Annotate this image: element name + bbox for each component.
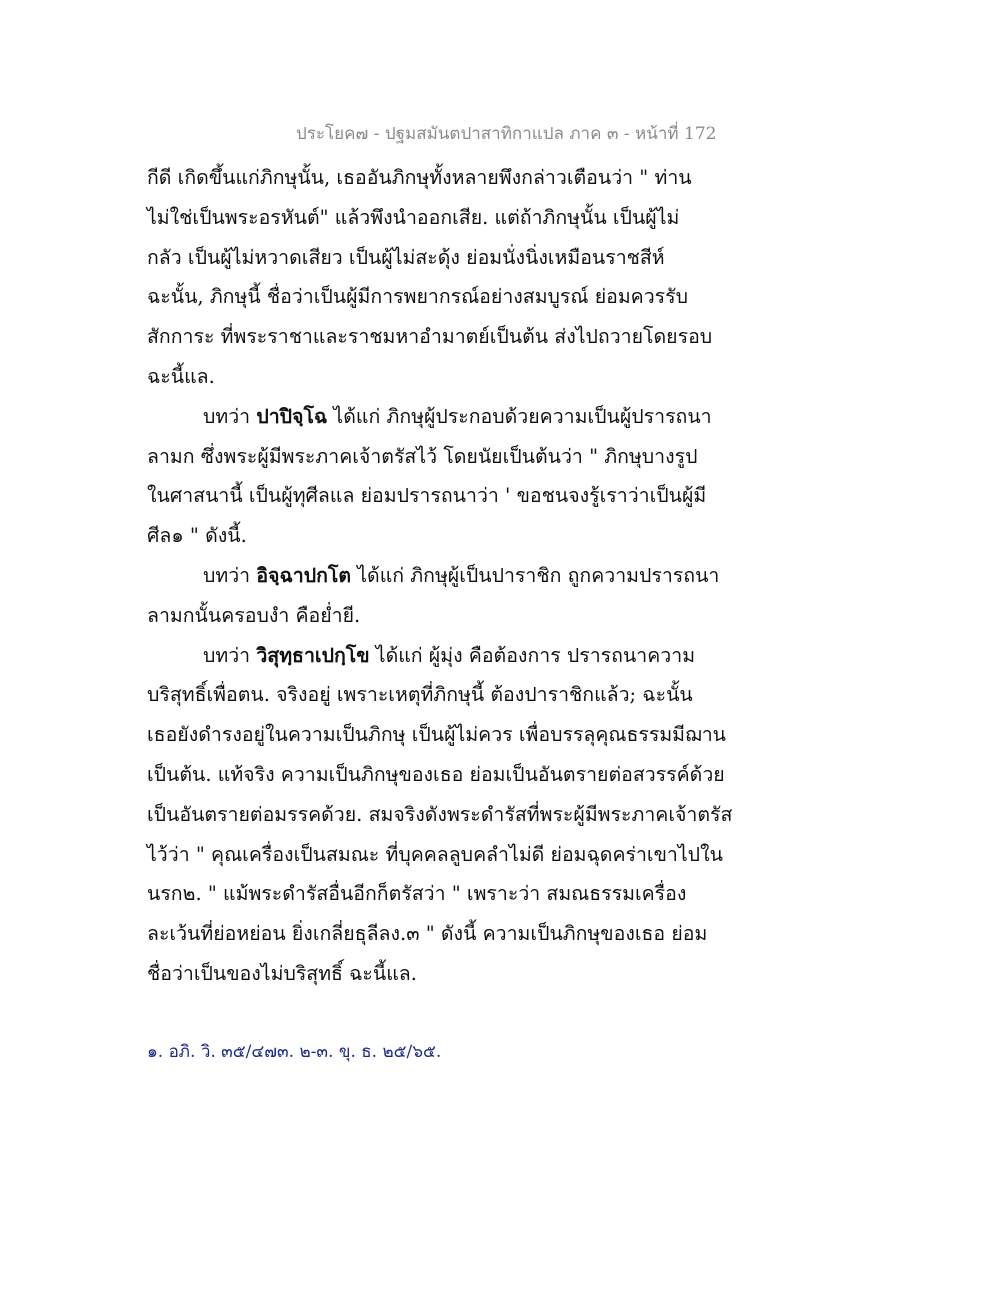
term-prefix: บทว่า (203, 643, 257, 667)
pali-term: ปาปิจฺโฉ (256, 404, 328, 428)
text-line: กลัว เป็นผู้ไม่หวาดเสียว เป็นผู้ไม่สะดุ้ง ย่อมนั่งนิ่งเหมือนราชสีห์ (147, 245, 665, 269)
term-definition: ได้แก่ ภิกษุผู้เป็นปาราชิก ถูกความปรารถนา (351, 563, 720, 587)
text-line: ศีล๑ " ดังนี้. (147, 524, 247, 548)
text-line: ไว้ว่า " คุณเครื่องเป็นสมณะ ที่บุคคลลูบคลำไม่ดี ย่อมฉุดคร่าเขาไปใน (147, 842, 723, 866)
pali-term: อิจฺฉาปกโต (256, 563, 352, 587)
text-line (147, 556, 727, 596)
paragraph-4 (147, 636, 733, 994)
text-line: ชื่อว่าเป็นของไม่บริสุทธิ์ ฉะนี้แล. (147, 961, 417, 985)
term-prefix: บทว่า (203, 404, 257, 428)
paragraph-2 (147, 397, 727, 556)
footnote: ๑. อภิ. วิ. ๓๕/๔๗๓. ๒-๓. ขุ. ธ. ๒๕/๖๕. (147, 1042, 442, 1062)
running-header: ประโยค๗ - ปฐมสมันตปาสาทิกาแปล ภาค ๓ - หน้าที่ 172 (296, 124, 717, 144)
text-line (147, 397, 727, 437)
text-line: ละเว้นที่ย่อหย่อน ยิ่งเกลี่ยธุลีลง.๓ " ดังนี้ ความเป็นภิกษุของเธอ ย่อม (147, 922, 708, 946)
text-line: ไม่ใช่เป็นพระอรหันต์" แล้วพึงนำออกเสีย. แต่ถ้าภิกษุนั้น เป็นผู้ไม่ (147, 205, 680, 229)
text-line: เป็นต้น. แท้จริง ความเป็นภิกษุของเธอ ย่อมเป็นอันตรายต่อสวรรค์ด้วย (147, 762, 725, 786)
text-line: ฉะนี้แล. (147, 364, 215, 388)
term-prefix: บทว่า (203, 563, 257, 587)
term-definition: ได้แก่ ผู้มุ่ง คือต้องการ ปรารถนาความ (369, 643, 696, 667)
text-line: ลามกนั้นครอบงำ คือย่ำยี. (147, 603, 361, 627)
text-line: เป็นอันตรายต่อมรรคด้วย. สมจริงดังพระดำรัสที่พระผู้มีพระภาคเจ้าตรัส (147, 802, 733, 826)
body-text (147, 158, 733, 994)
text-line (147, 636, 727, 676)
text-line: ลามก ซึ่งพระผู้มีพระภาคเจ้าตรัสไว้ โดยนัยเป็นต้นว่า " ภิกษุบางรูป (147, 444, 698, 468)
paragraph-3 (147, 556, 727, 636)
text-line: เธอยังดำรงอยู่ในความเป็นภิกษุ เป็นผู้ไม่ควร เพื่อบรรลุคุณธรรมมีฌาน (147, 723, 726, 747)
term-definition: ได้แก่ ภิกษุผู้ประกอบด้วยความเป็นผู้ปรารถนา (327, 404, 712, 428)
text-line: นรก๒. " แม้พระดำรัสอื่นอีกก็ตรัสว่า " เพราะว่า สมณธรรมเครื่อง (147, 882, 687, 906)
text-line: กีดี เกิดขึ้นแก่ภิกษุนั้น, เธออันภิกษุทั้งหลายพึงกล่าวเตือนว่า " ท่าน (147, 166, 692, 189)
paragraph-1 (147, 158, 727, 397)
text-line: บริสุทธิ์เพื่อตน. จริงอยู่ เพราะเหตุที่ภิกษุนี้ ต้องปาราชิกแล้ว; ฉะนั้น (147, 683, 693, 707)
text-line: ในศาสนานี้ เป็นผู้ทุศีลแล ย่อมปรารถนาว่า ' ขอชนจงรู้เราว่าเป็นผู้มี (147, 484, 707, 508)
pali-term: วิสุทฺธาเปกฺโข (256, 643, 370, 667)
text-line: ฉะนั้น, ภิกษุนี้ ชื่อว่าเป็นผู้มีการพยากรณ์อย่างสมบูรณ์ ย่อมควรรับ (147, 285, 689, 309)
text-line: สักการะ ที่พระราชาและราชมหาอำมาตย์เป็นต้น ส่งไปถวายโดยรอบ (147, 325, 713, 349)
